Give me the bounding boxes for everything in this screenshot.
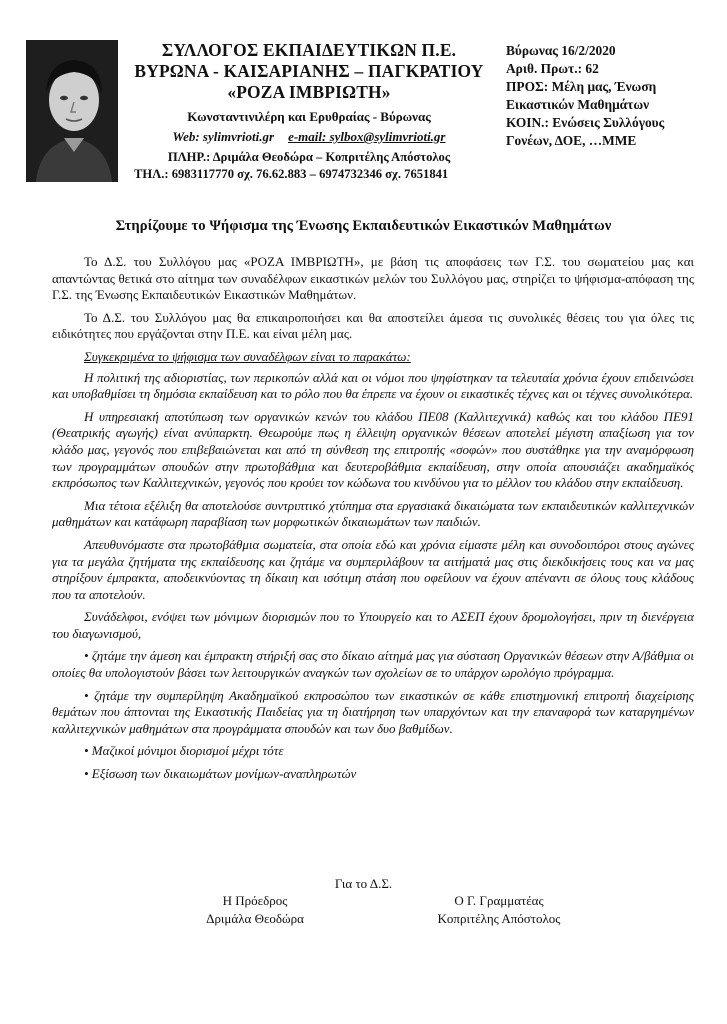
- meta-protocol: Αριθ. Πρωτ.: 62: [506, 61, 599, 76]
- org-web-line: [120, 128, 498, 145]
- document-body: [52, 254, 694, 789]
- org-contact-persons: ΠΛΗΡ.: Δριμάλα Θεοδώρα – Κοπριτέλης Απόστολος: [167, 150, 451, 164]
- paragraph-8: Συνάδελφοι, ενόψει των μόνιμων διορισμών που το Υπουργείο και το ΑΣΕΠ έχουν δρομολογήσει, πριν τη διενέργεια του διαγωνισμού,: [52, 609, 694, 641]
- secretary-role: Ο Γ. Γραμματέας: [454, 893, 544, 908]
- bullet-4: • Εξίσωση των δικαιωμάτων μονίμων-αναπληρωτών: [84, 766, 357, 782]
- organization-header: [120, 40, 498, 182]
- paragraph-2: Το Δ.Σ. του Συλλόγου μας θα επικαιροποιήσει και θα αποστείλει άμεσα τις συνολικές θέσεις του για όλες τις ειδικότητες που εργάζονται στην Π.Ε. και είναι μέλη μας.: [52, 309, 694, 342]
- document-meta: [506, 42, 720, 150]
- document-title: Στηρίζουμε το Ψήφισμα της Ένωσης Εκπαιδευτικών Εικαστικών Μαθημάτων: [115, 218, 612, 234]
- president-name: Δριμάλα Θεοδώρα: [206, 911, 304, 926]
- paragraph-5: Η υπηρεσιακή αποτύπωση των οργανικών κενών του κλάδου ΠΕ08 (Καλλιτεχνικά) καθώς και του κλάδου ΠΕ91 (Θεατρικής αγωγής) είναι ανύπαρκτη. Θεωρούμε πως η έλλειψη οργανικών θέσεων αποτελεί μέγιστη απαξίωση για τον κλάδο μας, γεγονός που επιβεβαιώνεται και από τη σύνθεση της επιτροπής «σοφών» που συστάθηκε για την αναμόρφωση των προγραμμάτων σπουδών στην πρωτοβάθμια και δευτεροβάθμια εκπαίδευση, στην οποία απουσιάζει ακαδημαϊκός εκπρόσωπος των Καλλιτεχνικών, γεγονός που κρούει τον κώδωνα του κινδύνου για το μέλλον του κλάδου στην εκπαίδευση.: [52, 408, 694, 491]
- email-link[interactable]: e-mail: sylbox@sylimvrioti.gr: [288, 129, 446, 144]
- bullet-1: • ζητάμε την άμεση και έμπρακτη στήριξή σας στο δίκαιο αίτημά μας για σύσταση Οργανικών θέσεων στην Α/βάθμια οι οποίες θα υπολογιστούν βάσει των λειτουργικών αναγκών των σχολείων σε το υπάρχον ωρολόγιο πρόγραμμα.: [52, 648, 694, 681]
- paragraph-1: Το Δ.Σ. του Συλλόγου μας «ΡΟΖΑ ΙΜΒΡΙΩΤΗ», με βάση τις αποφάσεις των Γ.Σ. του σωματείου μας και απαντώντας θετικά στο αίτημα των συναδέλφων εικαστικών μελών του Συλλόγου μας, στηρίζει το ψήφισμα-απόφαση της Γ.Σ. της Ένωσης Εκπαιδευτικών Εικαστικών Μαθημάτων.: [52, 254, 694, 303]
- org-address: Κωνσταντινιλέρη και Ερυθραίας - Βύρωνας: [187, 109, 431, 124]
- org-phones: ΤΗΛ.: 6983117770 σχ. 76.62.883 – 6974732346 σχ. 7651841: [134, 167, 449, 181]
- portrait-photo: [26, 40, 118, 182]
- for-board-label: Για το Δ.Σ.: [334, 876, 393, 891]
- paragraph-4: Η πολιτική της αδιοριστίας, των περικοπών αλλά και οι νόμοι που ψηφίστηκαν τα τελευταία χρόνια έχουν επιδεινώσει και υποβαθμίσει τη δημόσια εκπαίδευση και το ρόλο που θα έπρεπε να έχουν οι εικαστικές τέχνες και οι τέχνες συνολικότερα.: [52, 369, 694, 402]
- secretary-signature: [424, 892, 574, 928]
- meta-to-line1: ΠΡΟΣ: Μέλη μας, Ένωση: [506, 79, 657, 94]
- meta-date: Βύρωνας 16/2/2020: [506, 43, 616, 58]
- website-link[interactable]: Web: sylimvrioti.gr: [172, 129, 275, 144]
- org-name-line2: ΒΥΡΩΝΑ - ΚΑΙΣΑΡΙΑΝΗΣ – ΠΑΓΚΡΑΤΙΟΥ: [134, 61, 484, 81]
- org-name-line1: ΣΥΛΛΟΓΟΣ ΕΚΠΑΙΔΕΥΤΙΚΩΝ Π.Ε.: [161, 40, 457, 60]
- bullet-3: • Μαζικοί μόνιμοι διορισμοί μέχρι τότε: [84, 743, 284, 759]
- paragraph-6: Μια τέτοια εξέλιξη θα αποτελούσε συντριπτικό χτύπημα στα εργασιακά δικαιώματα των εκπαιδευτικών καλλιτεχνικών μαθημάτων και κατάφωρη παραβίαση των μορφωτικών δικαιωμάτων των παιδιών.: [52, 497, 694, 530]
- president-role: Η Πρόεδρος: [222, 893, 288, 908]
- resolution-intro: Συγκεκριμένα το ψήφισμα των συναδέλφων είναι το παρακάτω:: [84, 348, 411, 364]
- bullet-2: • ζητάμε την συμπερίληψη Ακαδημαϊκού εκπροσώπου των εικαστικών σε κάθε επιστημονική επιτροπή διαχείρισης θεμάτων που άπτονται της Εικαστικής Παιδείας για τη διατήρηση των υπαρχόντων και την επαναφορά των καταργημένων καλλιτεχνικών μαθημάτων στα προγράμματα σπουδών και των δυο βαθμίδων.: [52, 687, 694, 736]
- meta-cc-line1: ΚΟΙΝ.: Ενώσεις Συλλόγους: [506, 115, 665, 130]
- secretary-name: Κοπριτέλης Απόστολος: [437, 911, 561, 926]
- meta-to-line2: Εικαστικών Μαθημάτων: [506, 97, 650, 112]
- president-signature: [180, 892, 330, 928]
- org-name-line3: «ΡΟΖΑ ΙΜΒΡΙΩΤΗ»: [227, 82, 391, 102]
- paragraph-7: Απευθυνόμαστε στα πρωτοβάθμια σωματεία, στα οποία εδώ και χρόνια είμαστε μέλη και συνοδοιπόροι στους αγώνες για τα μεγάλα ζητήματα της εκπαίδευσης και ζητάμε να συμπεριλάβουν τα αιτήματά μας στις διεκδικήσεις τους και να μας στηρίξουν έμπρακτα, αποδεικνύοντας τη δίκαιη και ισότιμη στάση που οφείλουν να έχουν απέναντι σε όλους τους κλάδους που τα αποτελούν.: [52, 536, 694, 602]
- meta-cc-line2: Γονέων, ΔΟΕ, …ΜΜΕ: [506, 133, 637, 148]
